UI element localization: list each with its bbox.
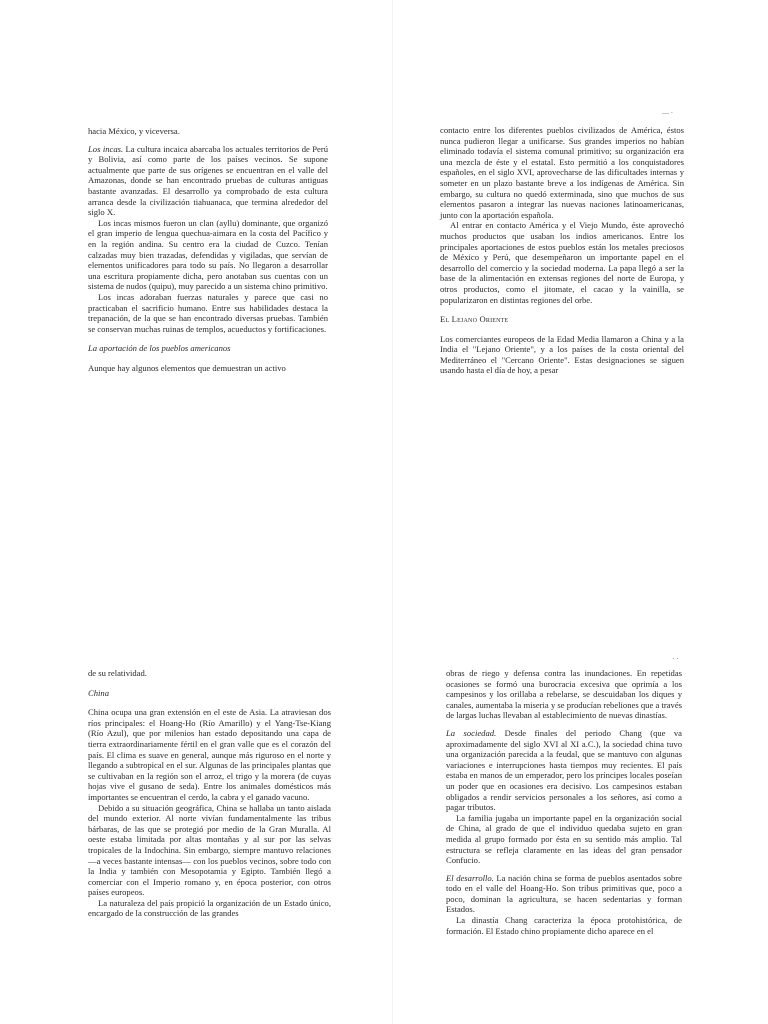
- page-mark: · ·: [672, 655, 679, 663]
- paragraph-los-incas: [88, 144, 328, 218]
- paragraph: de su relatividad.: [88, 668, 147, 678]
- paragraph-text: Desde finales del periodo Chang (que va aproximadamente del siglo XVI al XI a.C.), la sociedad china tuvo una organización parecida a la feudal, que se mantuvo con algunas variaciones e interrupciones hasta tiempos muy recientes. El país estaba en manos de un emperador, pero los príncipes locales poseían un poder que en ocasiones era decisivo. Los campesinos estaban obligados a rendir servicios personales a los señores, así como a pagar tributos.: [446, 727, 682, 813]
- run-in-heading: La sociedad.: [446, 727, 497, 738]
- paragraph-la-sociedad: [446, 728, 682, 813]
- page-bottom-right: [446, 668, 682, 936]
- section-heading: China: [88, 687, 110, 698]
- run-in-heading: Los incas.: [88, 143, 124, 154]
- paragraph: China ocupa una gran extensión en el este de Asia. La atraviesan dos ríos principales: el Hoang-Ho (Río Amarillo) y el Yang-Tse-Kiang (Río Azul), que por milenios han estado depositando una capa de tierra extraordinariamente fértil en el gran valle que es el corazón del país. El clima es suave en general, aunque más riguroso en el norte y llegando a subtropical en el sur. Algunas de las principales plantas que se cultivaban en la región son el arroz, el trigo y la morera (de cuyas hojas vive el gusano de seda). Entre los animales domésticos más importantes se encuentran el cerdo, la cabra y el ganado vacuno.: [88, 707, 331, 802]
- paragraph: hacia México, y viceversa.: [88, 126, 180, 136]
- section-heading: La aportación de los pueblos americanos: [88, 343, 231, 354]
- paragraph-text: La nación china se forma de pueblos asentados sobre todo en el valle del Hoang-Ho. Son tribus primitivas que, poco a poco, dominan la agricultura, se hacen sedentarias y forman Estados.: [446, 872, 682, 915]
- paragraph: La naturaleza del país propició la organización de un Estado único, encargado de la construcción de las grandes: [88, 897, 331, 919]
- paragraph: Los incas mismos fueron un clan (ayllu) dominante, que organizó el gran imperio de lengua quechua-aimara en la costa del Pacífico y en la región andina. Su centro era la ciudad de Cuzco. Tenían calzadas muy bien trazadas, defendidas y vigiladas, que servían de elementos unificadores para todo su país. No llegaron a desarrollar una escritura propiamente dicha, pero anotaban sus cuentas con un sistema de nudos (quipu), muy parecido a un sistema chino primitivo.: [88, 217, 328, 292]
- paragraph: La dinastía Chang caracteriza la época protohistórica, de formación. El Estado chino propiamente dicho aparece en el: [446, 915, 682, 936]
- section-heading: El Lejano Oriente: [440, 314, 509, 325]
- paragraph: Aunque hay algunos elementos que demuestran un activo: [88, 362, 286, 373]
- paragraph-text: La cultura incaica abarcaba los actuales territorios de Perú y Bolivia, así como parte de los países vecinos. Se supone actualmente que parte de sus orígenes se encuentran en el valle del Amazonas, donde se han encontrado pruebas de culturas antiguas bastante avanzadas. El desarrollo ya comprobado de esta cultura arranca desde la civilización tiahuanaca, que termina alrededor del siglo X.: [88, 143, 329, 218]
- paragraph: Los comerciantes europeos de la Edad Media llamaron a China y a la India el "Lejano Oriente", y a los países de la costa oriental del Mediterráneo el "Cercano Oriente". Estas designaciones se siguen usando hasta el día de hoy, a pesar: [440, 333, 684, 376]
- paragraph: Los incas adoraban fuerzas naturales y parece que casi no practicaban el sacrificio humano. Entre sus habilidades destaca la trepanación, de la que se han encontrado diversas pruebas. También se conservan muchas ruinas de templos, acueductos y fortificaciones.: [88, 291, 328, 334]
- paragraph: obras de riego y defensa contra las inundaciones. En repetidas ocasiones se formó una burocracia excesiva que oprimía a los campesinos y los orillaba a rebelarse, se descuidaban los diques y canales, aumentaba la miseria y se producían rebeliones que a través de largas luchas llevaban al establecimiento de nuevas dinastías.: [446, 668, 682, 721]
- paragraph: Al entrar en contacto América y el Viejo Mundo, éste aprovechó muchos productos que usaban los indios americanos. Entre los principales aportaciones de estos pueblos están los metales preciosos de México y Perú, que desempeñaron un importante papel en el desarrollo del comercio y la sociedad moderna. La papa llegó a ser la base de la alimentación en extensas regiones del norte de Europa, y otros productos, como el jitomate, el cacao y la vainilla, se popularizaron en distintas regiones del orbe.: [440, 220, 684, 305]
- paragraph: contacto entre los diferentes pueblos civilizados de América, éstos nunca pudieron llegar a unificarse. Sus grandes imperios no habían eliminado todavía el sistema comunal primitivo; su organización era una mezcla de éste y el estatal. Esto permitió a los conquistadores españoles, en el siglo XVI, aprovecharse de las dificultades internas y someter en un plazo bastante breve a los indígenas de América. Sin embargo, su cultura no quedó exterminada, sino que muchos de sus elementos pasaron a integrar las nuevas naciones latinoamericanas, junto con la aportación española.: [440, 125, 684, 220]
- paragraph: La familia jugaba un importante papel en la organización social de China, al grado de que el individuo quedaba sujeto en gran medida al grupo formado por ésta en su sentido más amplio. Tal estructura se refleja claramente en las ideas del gran pensador Confucio.: [446, 812, 682, 866]
- page-top-right: [440, 125, 684, 376]
- run-in-heading: El desarrollo.: [446, 872, 494, 883]
- paragraph: Debido a su situación geográfica, China se hallaba un tanto aislada del mundo exterior. Al norte vivían fundamentalmente las tribus bárbaras, de las que se protegió por medio de la Gran Muralla. Al oeste estaba limitada por altas montañas y al sur por las selvas tropicales de la Indochina. Sin embargo, siempre mantuvo relaciones —a veces bastante intensas— con los pueblos vecinos, sobre todo con la India y también con Mesopotamia y Egipto. También llegó a comerciar con el Imperio romano y, en época posterior, con otros países europeos.: [88, 802, 331, 898]
- page-mark: — ·: [662, 109, 674, 117]
- page-top-left: [88, 126, 328, 373]
- page-gutter-divider: [392, 0, 393, 1024]
- page-bottom-left: [88, 668, 331, 919]
- paragraph-el-desarrollo: [446, 873, 682, 915]
